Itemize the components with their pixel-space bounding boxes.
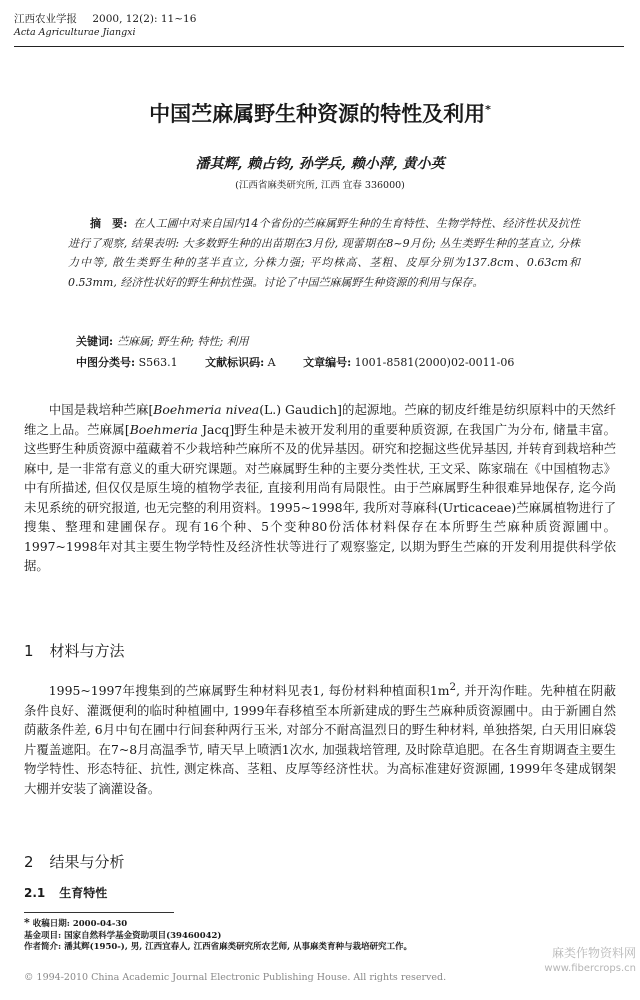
doc-code-label: 文献标识码: <box>205 356 265 369</box>
intro-text-2: (L.) Gaudich]的起源地。苎麻的韧皮纤维是纺织原料中的天然纤维之上品。苎麻属[ <box>24 402 616 437</box>
section-number: 1 <box>24 642 34 660</box>
subsection-heading <box>24 884 107 901</box>
keywords <box>68 333 580 351</box>
methods-paragraph <box>24 678 616 798</box>
abstract-label: 摘 要: <box>90 217 128 230</box>
article-no-label: 文章编号: <box>303 356 352 369</box>
running-header <box>14 12 196 40</box>
received-date: 收稿日期: 2000-04-30 <box>32 919 128 929</box>
clc-label: 中图分类号: <box>76 356 136 369</box>
journal-name: 江西农业学报 <box>14 13 77 25</box>
clc-value: S563.1 <box>138 356 178 369</box>
site-watermark <box>544 945 636 977</box>
watermark-title: 麻类作物资料网 <box>551 946 636 960</box>
superscript: 2 <box>449 681 457 693</box>
paper-title <box>0 98 640 128</box>
intro-text-1: 中国是栽培种苎麻[ <box>48 402 154 417</box>
affiliation: (江西省麻类研究所, 江西 宜春 336000) <box>235 180 405 191</box>
subsection-number: 2.1 <box>24 886 46 900</box>
footnote-mark: * <box>24 916 30 929</box>
journal-issue: 2000, 12(2): 11~16 <box>92 13 197 25</box>
section-title: 材料与方法 <box>49 642 125 660</box>
keywords-text: 苎麻属; 野生种; 特性; 利用 <box>117 335 249 348</box>
methods-text-1: 1995~1997年搜集到的苎麻属野生种材料见表1, 每份材料种植面积1m <box>48 683 450 699</box>
species-name: Boehmeria nivea <box>153 402 260 417</box>
section-heading-1 <box>24 640 125 661</box>
author-bio: 作者简介: 潘其辉(1950-), 男, 江西宜春人, 江西省麻类研究所农艺师, 从事麻类育种与栽培研究工作。 <box>24 942 413 952</box>
abstract <box>68 214 580 292</box>
header-rule <box>14 46 624 47</box>
subsection-title: 生育特性 <box>59 886 108 900</box>
intro-paragraph <box>24 400 616 576</box>
abstract-text: 在人工圃中对来自国内14个省份的苎麻属野生种的生育特性、生物学特性、经济性状及抗性进行了观察, 结果表明: 大多数野生种的出苗期在3月份, 现蕾期在8~9月份; 丛生类野生种的茎直立, 分株力中等, 散生类野生种的茎半直立, 分株力强; 平均株高、茎粗、皮厚分别为137.8cm、0.63cm和0.53mm, 经济性状好的野生种抗性强。讨论了中国苎麻属野生种资源的利用与保存。 <box>68 217 581 289</box>
footnote-rule <box>24 912 174 913</box>
keywords-label: 关键词: <box>76 335 114 348</box>
journal-name-en: Acta Agriculturae Jiangxi <box>14 27 136 38</box>
fund-info: 基金项目: 国家自然科学基金资助项目(39460042) <box>24 930 222 941</box>
watermark-url: www.fibercrops.cn <box>544 963 636 974</box>
doc-code-value: A <box>267 356 276 369</box>
copyright-notice: © 1994-2010 China Academic Journal Electronic Publishing House. All rights reserved. <box>24 972 447 983</box>
section-title: 结果与分析 <box>49 853 125 871</box>
intro-text-3: Jacq]野生种是未被开发利用的重要种质资源, 在我国广为分布, 储量丰富。这些野生种质资源中蕴藏着不少栽培种苎麻所不及的优异基因。研究和挖掘这些优异基因, 并转育到栽培种苎麻中, 是一非常有意义的重大研究课题。对苎麻属野生种的主要分类性状, 王文采、陈家瑞在《中国植物志》中有所描述, 但仅仅是原生境的植物学表征, 直接利用尚有局限性。由于苎麻属野生种很难异地保存, 迄今尚未见系统的研究报道, 也无完整的利用资料。1995~1998年, 我所对荨麻科(Urticaceae)苎麻属植物进行了搜集、整理和建圃保存。现有16个种、5个变种80份活体材料保存在本所野生苎麻种质资源圃中。1997~1998年对其主要生物学特性及经济性状等进行了观察鉴定, 以期为野生苎麻的开发利用提供科学依据。 <box>24 421 616 573</box>
section-number: 2 <box>24 853 34 871</box>
classification-line <box>68 354 628 372</box>
article-no-value: 1001-8581(2000)02-0011-06 <box>354 356 515 369</box>
footnote <box>24 917 624 954</box>
paper-title-text: 中国苎麻属野生种资源的特性及利用 <box>149 102 486 126</box>
genus-name: Boehmeria <box>129 421 198 437</box>
section-heading-2 <box>24 851 125 872</box>
methods-text-2: , 并开沟作畦。先种植在阴蔽条件良好、灌溉便利的临时种植圃中, 1999年春移植至本所新建成的野生苎麻种质资源圃中。由于新圃自然荫蔽条件差, 6月中旬在圃中行间套种两行玉米, 对部分不耐高温烈日的野生种材料, 单独搭架, 白天用旧麻袋片覆盖遮阳。在7~8月高温季节, 晴天早上喷洒1次水, 加强栽培管理, 及时除草追肥。在各生育期调查主要生物学特性、形态特征、抗性, 测定株高、茎粗、皮厚等经济性状。为高标准建好资源圃, 1999年冬建成钢架大棚并安装了滴灌设备。 <box>24 683 616 796</box>
author-list: 潘其辉, 赖占钧, 孙学兵, 赖小萍, 黄小英 <box>195 156 445 172</box>
title-footnote-mark: * <box>485 103 491 116</box>
